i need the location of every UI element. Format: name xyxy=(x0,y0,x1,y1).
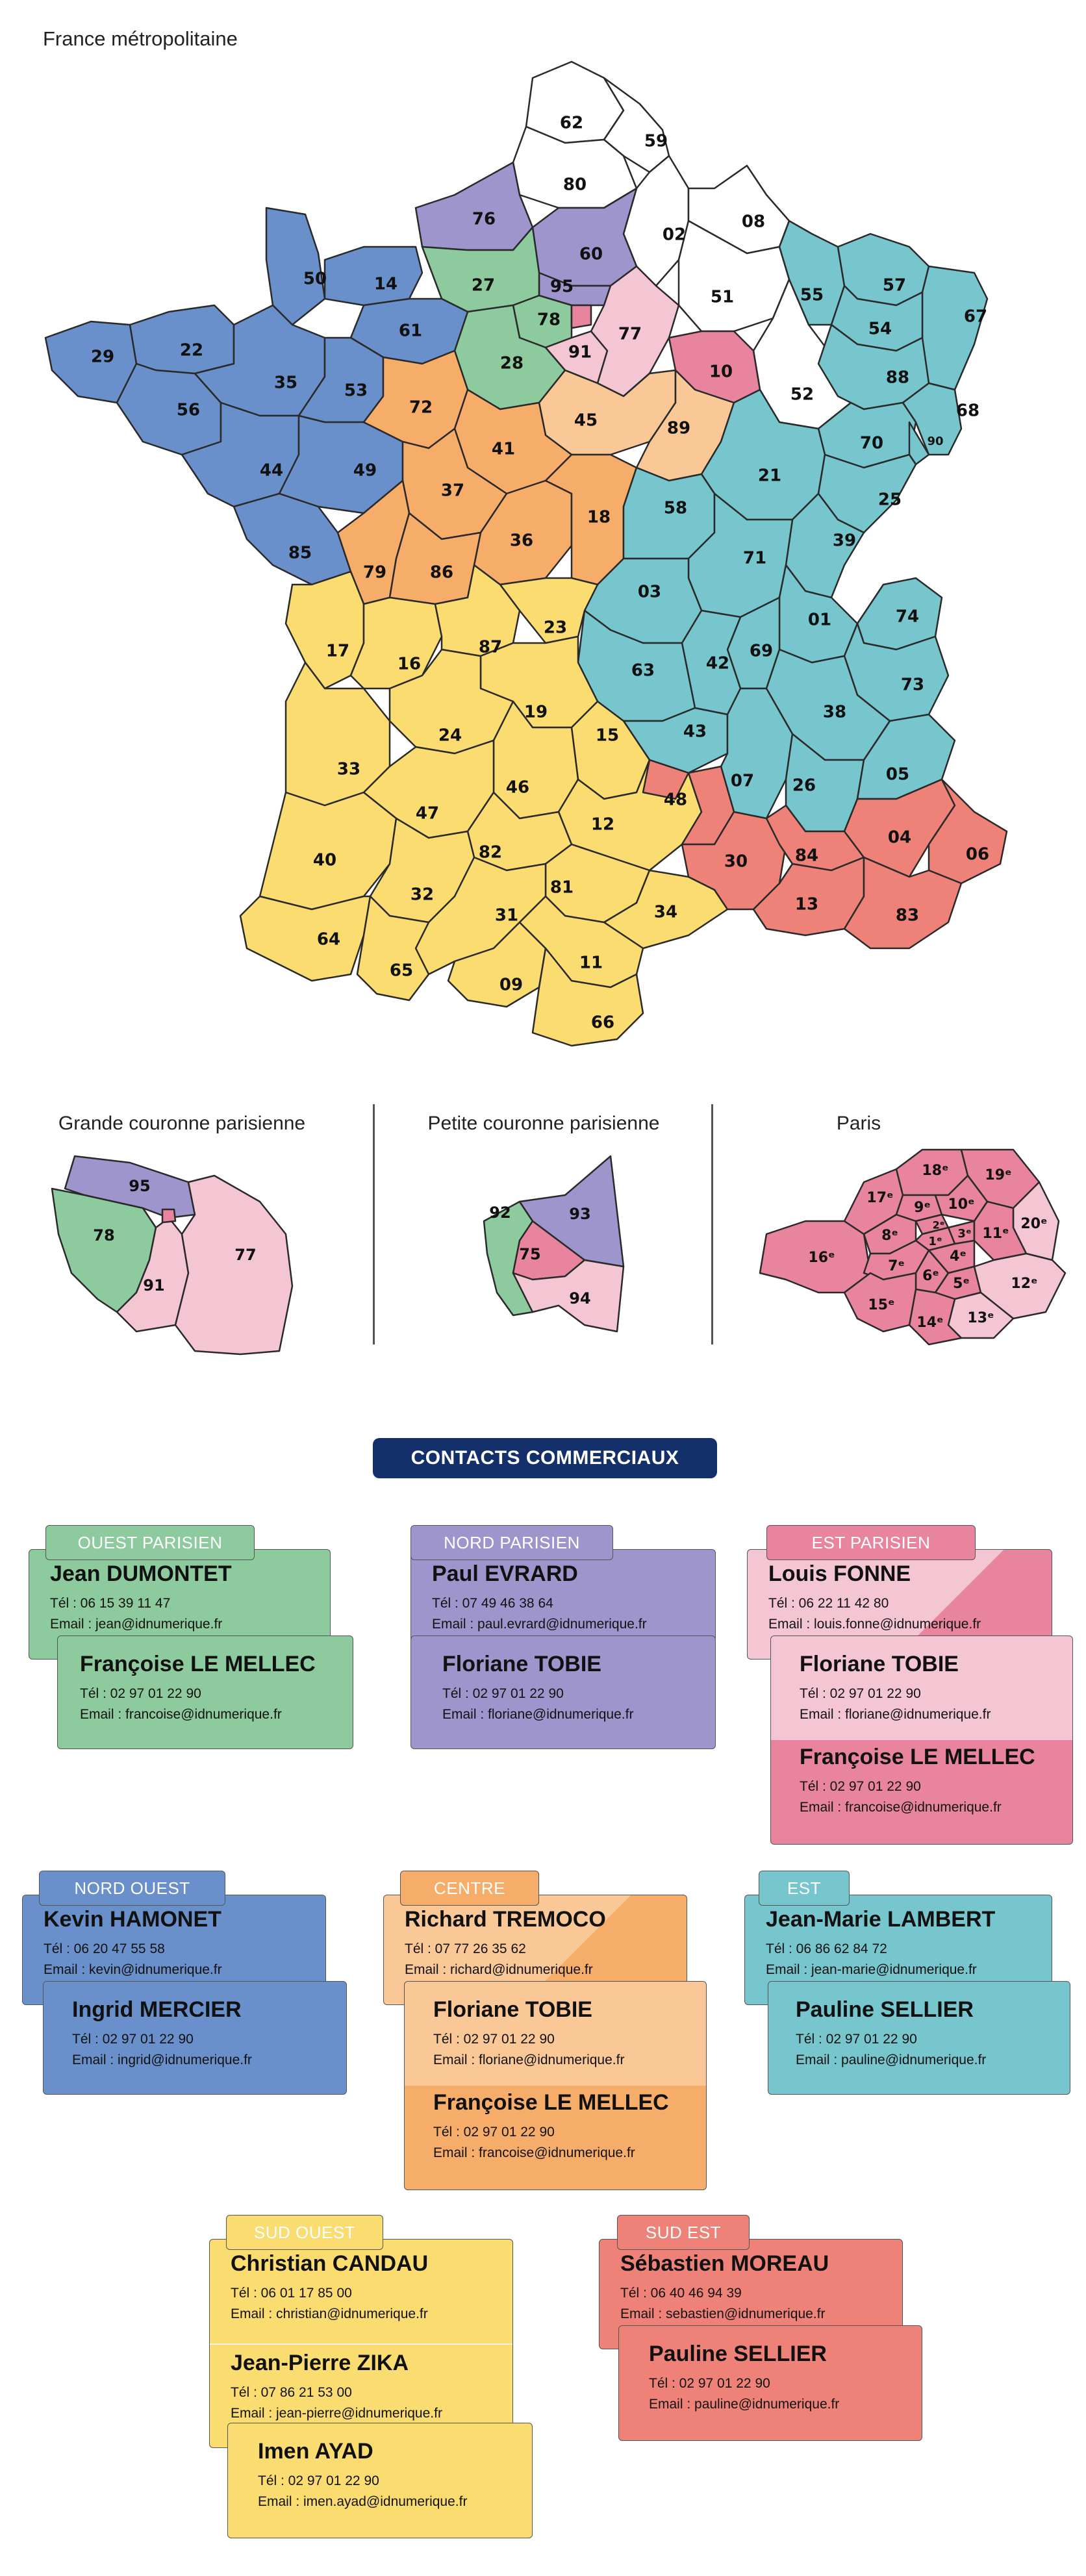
tab-nord-parisien: NORD PARISIEN xyxy=(410,1525,613,1560)
label-16: 16 xyxy=(397,654,422,674)
card-sud-est-2 xyxy=(618,2325,922,2441)
contact-name: Pauline SELLIER xyxy=(649,2342,827,2366)
contact-name: Christian CANDAU xyxy=(231,2251,429,2276)
label-54: 54 xyxy=(868,319,892,339)
label-86: 86 xyxy=(429,562,454,583)
contact-phone[interactable]: Tél : 07 49 46 38 64 xyxy=(432,1596,553,1611)
label-83: 83 xyxy=(895,905,920,926)
arr-label-14: 14ᵉ xyxy=(916,1315,944,1331)
contact-phone[interactable]: Tél : 02 97 01 22 90 xyxy=(800,1686,921,1701)
card-nord-ouest-2 xyxy=(43,1981,347,2095)
label-90: 90 xyxy=(927,435,944,448)
tab-centre: CENTRE xyxy=(400,1871,539,1906)
contact-name: Françoise LE MELLEC xyxy=(433,2090,669,2115)
label-41: 41 xyxy=(491,439,516,459)
arr-label-3: 3ᵉ xyxy=(957,1227,972,1241)
label-74: 74 xyxy=(895,607,920,627)
label-66: 66 xyxy=(590,1013,615,1033)
label-08: 08 xyxy=(741,212,766,232)
arr-label-6: 6ᵉ xyxy=(922,1268,939,1284)
paris-map xyxy=(760,1150,1065,1345)
label-06: 06 xyxy=(965,844,990,865)
label-03: 03 xyxy=(637,582,662,602)
contact-email[interactable]: Email : floriane@idnumerique.fr xyxy=(433,2052,625,2067)
card-nord-parisien-2 xyxy=(410,1635,716,1749)
label-72: 72 xyxy=(409,398,433,418)
label-53: 53 xyxy=(344,381,368,401)
pc-label-75: 75 xyxy=(519,1245,541,1263)
card-est-2 xyxy=(768,1981,1070,2095)
card-sud-ouest-2 xyxy=(227,2423,533,2538)
label-38: 38 xyxy=(822,702,847,722)
label-64: 64 xyxy=(316,929,341,950)
contact-name: Pauline SELLIER xyxy=(796,1997,974,2022)
label-10: 10 xyxy=(709,362,733,382)
arr-label-2: 2ᵉ xyxy=(932,1219,945,1231)
contact-name: Floriane TOBIE xyxy=(442,1652,601,1676)
pc-label-93: 93 xyxy=(569,1205,591,1223)
contact-name: Françoise LE MELLEC xyxy=(80,1652,316,1676)
card-sud-ouest-1 xyxy=(209,2239,513,2448)
contact-name: Paul EVRARD xyxy=(432,1561,578,1586)
label-70: 70 xyxy=(859,433,884,453)
label-58: 58 xyxy=(663,498,688,518)
label-39: 39 xyxy=(832,531,857,551)
contact-name: Jean-Pierre ZIKA xyxy=(231,2351,409,2375)
label-95: 95 xyxy=(549,277,574,297)
contact-name: Jean-Marie LAMBERT xyxy=(766,1907,996,1932)
label-52: 52 xyxy=(790,385,814,405)
dept-64[interactable] xyxy=(240,896,370,981)
contact-phone[interactable]: Tél : 02 97 01 22 90 xyxy=(433,2125,555,2140)
arr-label-16: 16ᵉ xyxy=(808,1250,835,1266)
contact-phone[interactable]: Tél : 06 15 39 11 47 xyxy=(50,1596,171,1611)
gc-label-91: 91 xyxy=(143,1276,165,1294)
label-33: 33 xyxy=(336,759,361,779)
arr-label-1: 1ᵉ xyxy=(928,1235,942,1248)
label-47: 47 xyxy=(415,803,440,824)
arr-label-19: 19ᵉ xyxy=(985,1167,1012,1183)
dept-22[interactable] xyxy=(130,305,234,373)
arr-label-4: 4ᵉ xyxy=(950,1248,966,1265)
label-40: 40 xyxy=(312,850,337,870)
contact-phone[interactable]: Tél : 02 97 01 22 90 xyxy=(80,1686,201,1701)
arr-label-15: 15ᵉ xyxy=(868,1297,895,1313)
dept-67[interactable] xyxy=(922,266,987,390)
label-28: 28 xyxy=(499,353,524,373)
title-grande-couronne: Grande couronne parisienne xyxy=(58,1113,306,1134)
dept-76[interactable] xyxy=(416,162,533,250)
label-82: 82 xyxy=(478,842,503,863)
tab-est: EST xyxy=(759,1871,850,1906)
contact-name: Françoise LE MELLEC xyxy=(800,1745,1035,1769)
label-27: 27 xyxy=(471,275,496,296)
contact-phone[interactable]: Tél : 06 20 47 55 58 xyxy=(44,1941,165,1956)
label-73: 73 xyxy=(900,675,925,695)
contact-name: Jean DUMONTET xyxy=(50,1561,232,1586)
label-49: 49 xyxy=(353,461,377,481)
label-18: 18 xyxy=(587,507,611,527)
tab-ouest-parisien: OUEST PARISIEN xyxy=(45,1525,255,1560)
label-42: 42 xyxy=(705,653,730,674)
contact-email[interactable]: Email : louis.fonne@idnumerique.fr xyxy=(768,1617,981,1632)
label-59: 59 xyxy=(644,131,668,151)
contact-phone[interactable]: Tél : 06 40 46 94 39 xyxy=(620,2286,742,2301)
label-13: 13 xyxy=(794,894,819,915)
label-34: 34 xyxy=(653,902,678,922)
label-88: 88 xyxy=(885,368,910,388)
contact-email[interactable]: Email : jean-pierre@idnumerique.fr xyxy=(231,2406,442,2421)
label-04: 04 xyxy=(887,827,912,848)
card-ouest-parisien-2 xyxy=(57,1635,353,1749)
arr-label-17: 17ᵉ xyxy=(866,1190,894,1206)
label-31: 31 xyxy=(494,905,519,926)
gc-dept-75[interactable] xyxy=(162,1209,175,1222)
label-50: 50 xyxy=(303,269,327,289)
label-36: 36 xyxy=(509,531,534,551)
label-68: 68 xyxy=(955,401,980,421)
contact-name: Imen AYAD xyxy=(258,2439,373,2464)
map-title-france: France métropolitaine xyxy=(43,27,238,50)
gc-label-77: 77 xyxy=(234,1246,257,1264)
contact-phone[interactable]: Tél : 02 97 01 22 90 xyxy=(800,1779,921,1794)
label-62: 62 xyxy=(559,113,584,133)
label-77: 77 xyxy=(618,324,642,344)
label-22: 22 xyxy=(179,340,204,360)
label-60: 60 xyxy=(579,244,603,264)
label-26: 26 xyxy=(792,776,816,796)
label-29: 29 xyxy=(90,347,115,367)
label-80: 80 xyxy=(562,175,587,195)
label-69: 69 xyxy=(749,641,774,661)
label-85: 85 xyxy=(288,543,312,563)
contact-phone[interactable]: Tél : 06 22 11 42 80 xyxy=(768,1596,889,1611)
tab-est-parisien: EST PARISIEN xyxy=(766,1525,976,1560)
label-57: 57 xyxy=(882,275,907,296)
arr-label-8: 8ᵉ xyxy=(881,1228,898,1244)
label-76: 76 xyxy=(472,209,496,229)
label-55: 55 xyxy=(800,285,824,305)
contact-name: Ingrid MERCIER xyxy=(72,1997,242,2022)
contact-phone[interactable]: Tél : 02 97 01 22 90 xyxy=(649,2376,770,2391)
ile-de-france-maps xyxy=(0,1137,1086,1370)
arr-label-11: 11ᵉ xyxy=(982,1226,1009,1242)
contact-email[interactable]: Email : sebastien@idnumerique.fr xyxy=(620,2306,826,2321)
arr-label-12: 12ᵉ xyxy=(1011,1276,1038,1292)
contact-email[interactable]: Email : jean@idnumerique.fr xyxy=(50,1617,223,1632)
label-71: 71 xyxy=(742,548,767,568)
contact-name: Floriane TOBIE xyxy=(433,1997,592,2022)
label-91: 91 xyxy=(568,342,592,362)
dept-75[interactable] xyxy=(572,305,591,328)
gc-label-78: 78 xyxy=(93,1226,115,1244)
label-45: 45 xyxy=(574,410,598,431)
contact-name: Kevin HAMONET xyxy=(44,1907,221,1932)
tab-sud-est: SUD EST xyxy=(617,2215,750,2250)
label-07: 07 xyxy=(730,771,755,791)
card-divider xyxy=(210,2343,512,2345)
label-25: 25 xyxy=(878,490,902,510)
arr-label-13: 13ᵉ xyxy=(967,1310,994,1326)
contact-name: Sébastien MOREAU xyxy=(620,2251,829,2276)
contact-email[interactable]: Email : floriane@idnumerique.fr xyxy=(442,1707,634,1722)
label-19: 19 xyxy=(524,702,548,722)
card-centre-2 xyxy=(404,1981,707,2190)
label-44: 44 xyxy=(259,461,284,481)
arr-label-7: 7ᵉ xyxy=(888,1258,905,1274)
label-11: 11 xyxy=(579,953,603,973)
contact-email[interactable]: Email : paul.evrard@idnumerique.fr xyxy=(432,1617,647,1632)
arr-label-20: 20ᵉ xyxy=(1020,1216,1048,1232)
tab-nord-ouest: NORD OUEST xyxy=(39,1871,225,1906)
label-37: 37 xyxy=(440,481,465,501)
label-78: 78 xyxy=(537,310,561,330)
contact-email[interactable]: Email : francoise@idnumerique.fr xyxy=(80,1707,282,1722)
label-12: 12 xyxy=(590,814,615,835)
gc-label-95: 95 xyxy=(129,1177,151,1195)
contact-email[interactable]: Email : pauline@idnumerique.fr xyxy=(796,2052,987,2067)
arr-label-9: 9ᵉ xyxy=(914,1200,931,1216)
contact-email[interactable]: Email : francoise@idnumerique.fr xyxy=(433,2145,635,2160)
label-79: 79 xyxy=(362,562,387,583)
contact-email[interactable]: Email : pauline@idnumerique.fr xyxy=(649,2397,840,2412)
label-21: 21 xyxy=(757,466,782,486)
label-87: 87 xyxy=(478,637,503,657)
contact-email[interactable]: Email : ingrid@idnumerique.fr xyxy=(72,2052,252,2067)
label-84: 84 xyxy=(794,846,819,866)
label-14: 14 xyxy=(373,274,398,294)
contact-name: Louis FONNE xyxy=(768,1561,911,1586)
contact-email[interactable]: Email : kevin@idnumerique.fr xyxy=(44,1962,222,1977)
label-43: 43 xyxy=(683,722,707,742)
grande-couronne-map xyxy=(52,1156,292,1354)
contact-phone[interactable]: Tél : 02 97 01 22 90 xyxy=(72,2032,194,2047)
contact-phone[interactable]: Tél : 02 97 01 22 90 xyxy=(442,1686,564,1701)
label-63: 63 xyxy=(631,661,655,681)
pc-label-94: 94 xyxy=(569,1289,591,1307)
label-89: 89 xyxy=(666,418,691,438)
contact-name: Floriane TOBIE xyxy=(800,1652,959,1676)
label-32: 32 xyxy=(410,885,435,905)
label-81: 81 xyxy=(549,878,574,898)
contact-phone[interactable]: Tél : 02 97 01 22 90 xyxy=(796,2032,917,2047)
contact-phone[interactable]: Tél : 07 86 21 53 00 xyxy=(231,2385,352,2400)
petite-couronne-map xyxy=(484,1156,624,1332)
contact-email[interactable]: Email : imen.ayad@idnumerique.fr xyxy=(258,2494,468,2509)
arr-label-10: 10ᵉ xyxy=(948,1196,975,1213)
title-petite-couronne: Petite couronne parisienne xyxy=(427,1113,660,1134)
arr-label-18: 18ᵉ xyxy=(922,1163,949,1179)
contact-email[interactable]: Email : richard@idnumerique.fr xyxy=(405,1962,593,1977)
contact-email[interactable]: Email : jean-marie@idnumerique.fr xyxy=(766,1962,977,1977)
label-17: 17 xyxy=(325,641,350,661)
contact-email[interactable]: Email : floriane@idnumerique.fr xyxy=(800,1707,991,1722)
label-67: 67 xyxy=(963,307,988,327)
label-02: 02 xyxy=(662,225,687,245)
label-23: 23 xyxy=(543,618,568,638)
label-15: 15 xyxy=(595,726,620,746)
card-est-parisien-2 xyxy=(770,1635,1073,1845)
contact-phone[interactable]: Tél : 06 01 17 85 00 xyxy=(231,2286,352,2301)
label-24: 24 xyxy=(438,726,462,746)
contact-phone[interactable]: Tél : 02 97 01 22 90 xyxy=(433,2032,555,2047)
label-30: 30 xyxy=(724,852,748,872)
title-paris: Paris xyxy=(836,1113,881,1134)
label-35: 35 xyxy=(273,373,298,393)
tab-sud-ouest: SUD OUEST xyxy=(226,2215,383,2250)
gc-dept-77[interactable] xyxy=(175,1176,292,1354)
label-01: 01 xyxy=(807,610,832,630)
contacts-header: CONTACTS COMMERCIAUX xyxy=(373,1438,717,1478)
contact-email[interactable]: Email : francoise@idnumerique.fr xyxy=(800,1800,1002,1815)
contact-phone[interactable]: Tél : 07 77 26 35 62 xyxy=(405,1941,526,1956)
contact-name: Richard TREMOCO xyxy=(405,1907,606,1932)
label-09: 09 xyxy=(499,975,524,995)
contact-phone[interactable]: Tél : 02 97 01 22 90 xyxy=(258,2473,379,2488)
label-65: 65 xyxy=(389,961,414,981)
label-56: 56 xyxy=(176,400,201,420)
france-map xyxy=(0,0,1086,1065)
arr-label-5: 5ᵉ xyxy=(953,1276,970,1292)
contact-email[interactable]: Email : christian@idnumerique.fr xyxy=(231,2306,428,2321)
label-05: 05 xyxy=(885,764,910,785)
label-51: 51 xyxy=(710,287,735,307)
label-46: 46 xyxy=(505,777,530,798)
label-61: 61 xyxy=(398,321,423,341)
label-48: 48 xyxy=(663,790,688,810)
pc-label-92: 92 xyxy=(489,1204,511,1222)
contact-phone[interactable]: Tél : 06 86 62 84 72 xyxy=(766,1941,887,1956)
